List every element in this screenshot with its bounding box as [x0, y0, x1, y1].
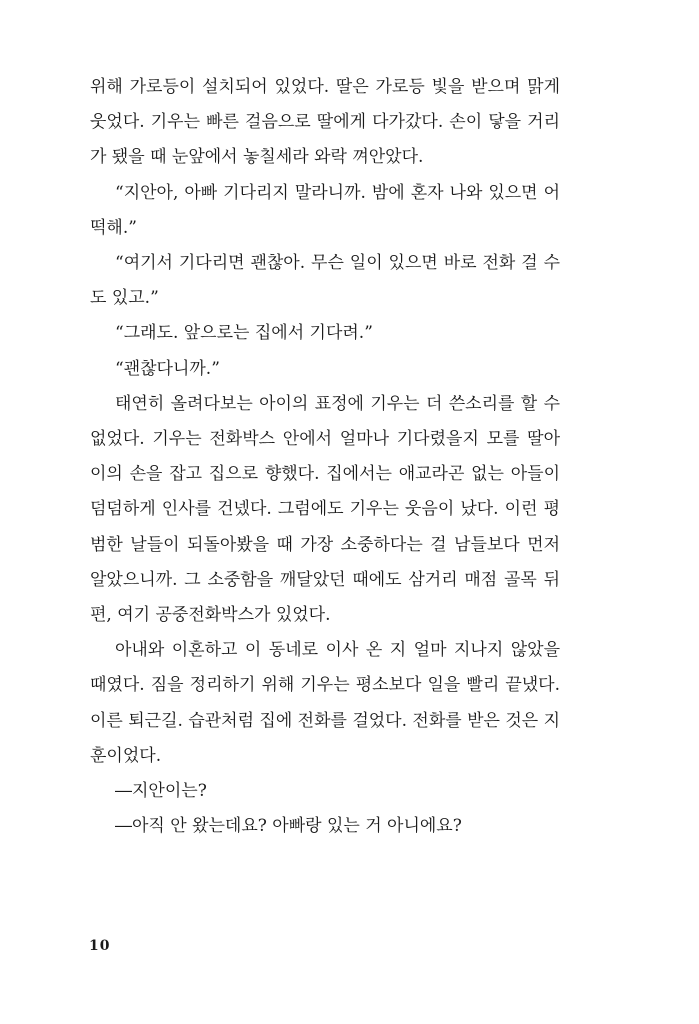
body-text — [90, 70, 560, 844]
paragraph-continuation: 위해 가로등이 설치되어 있었다. 딸은 가로등 빛을 받으며 맑게 웃었다. 기우는 빠른 걸음으로 딸에게 다가갔다. 손이 닿을 거리가 됐을 때 눈앞에서 놓칠세라 와락 껴안았다. — [90, 77, 560, 168]
paragraph-phone-line: ―지안이는? — [115, 781, 207, 802]
paragraph-dialogue: “지안아, 아빠 기다리지 말라니까. 밤에 혼자 나와 있으면 어떡해.” — [90, 182, 560, 238]
paragraph-dialogue: “괜찮다니까.” — [115, 358, 220, 379]
paragraph-narration: 아내와 이혼하고 이 동네로 이사 온 지 얼마 지나지 않았을 때였다. 짐을 정리하기 위해 기우는 평소보다 일을 빨리 끝냈다. 이른 퇴근길. 습관처럼 집에 전화를 걸었다. 전화를 받은 것은 지훈이었다. — [90, 640, 560, 766]
paragraph-phone-line: ―아직 안 왔는데요? 아빠랑 있는 거 아니에요? — [115, 816, 462, 837]
paragraph-dialogue: “그래도. 앞으로는 집에서 기다려.” — [115, 323, 373, 344]
paragraph-narration: 태연히 올려다보는 아이의 표정에 기우는 더 쓴소리를 할 수 없었다. 기우는 전화박스 안에서 얼마나 기다렸을지 모를 딸아이의 손을 잡고 집으로 향했다. 집에서는 애교라곤 없는 아들이 덤덤하게 인사를 건넸다. 그럼에도 기우는 웃음이 났다. 이런 평범한 날들이 되돌아봤을 때 가장 소중하다는 걸 남들보다 먼저 알았으니까. 그 소중함을 깨달았던 때에도 삼거리 매점 골목 뒤편, 여기 공중전화박스가 있었다. — [90, 393, 560, 626]
paragraph-dialogue: “여기서 기다리면 괜찮아. 무슨 일이 있으면 바로 전화 걸 수도 있고.” — [90, 253, 560, 309]
page-number: 10 — [89, 938, 111, 954]
